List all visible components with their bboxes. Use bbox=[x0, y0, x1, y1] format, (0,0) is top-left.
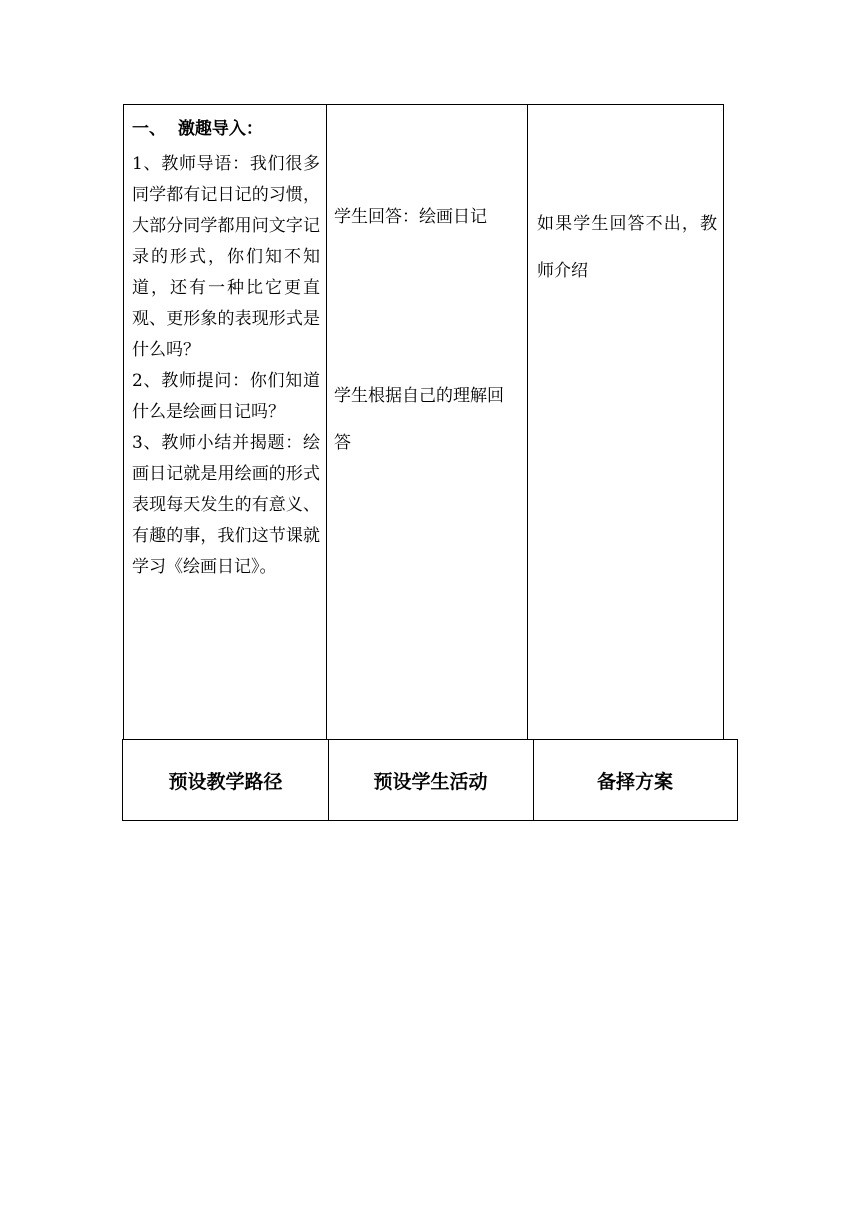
section-heading: 一、 激趣导入： bbox=[132, 119, 263, 139]
teaching-path-cell bbox=[123, 104, 326, 740]
paragraph-teacher-summary: 3、教师小结并揭题：绘画日记就是用绘画的形式表现每天发生的有意义、有趣的事，我们这节课就学习《绘画日记》。 bbox=[132, 433, 320, 577]
alternative-plan-cell bbox=[527, 104, 724, 740]
paragraph-teacher-question: 2、教师提问：你们知道什么是绘画日记吗？ bbox=[132, 371, 320, 422]
header-student-activity: 预设学生活动 bbox=[328, 739, 534, 821]
paragraph-teacher-intro: 1、教师导语：我们很多同学都有记日记的习惯，大部分同学都用问文字记录的形式，你们知不知道，还有一种比它更直观、更形象的表现形式是什么吗？ bbox=[132, 154, 320, 360]
alternative-plan-text: 如果学生回答不出，教师介绍 bbox=[537, 214, 717, 281]
header-teaching-path: 预设教学路径 bbox=[122, 739, 329, 821]
student-understanding-text: 学生根据自己的理解回答 bbox=[334, 386, 504, 453]
student-activity-cell bbox=[326, 104, 527, 740]
header-alternative-plan: 备择方案 bbox=[533, 739, 738, 821]
student-answer-text: 学生回答：绘画日记 bbox=[334, 207, 487, 227]
